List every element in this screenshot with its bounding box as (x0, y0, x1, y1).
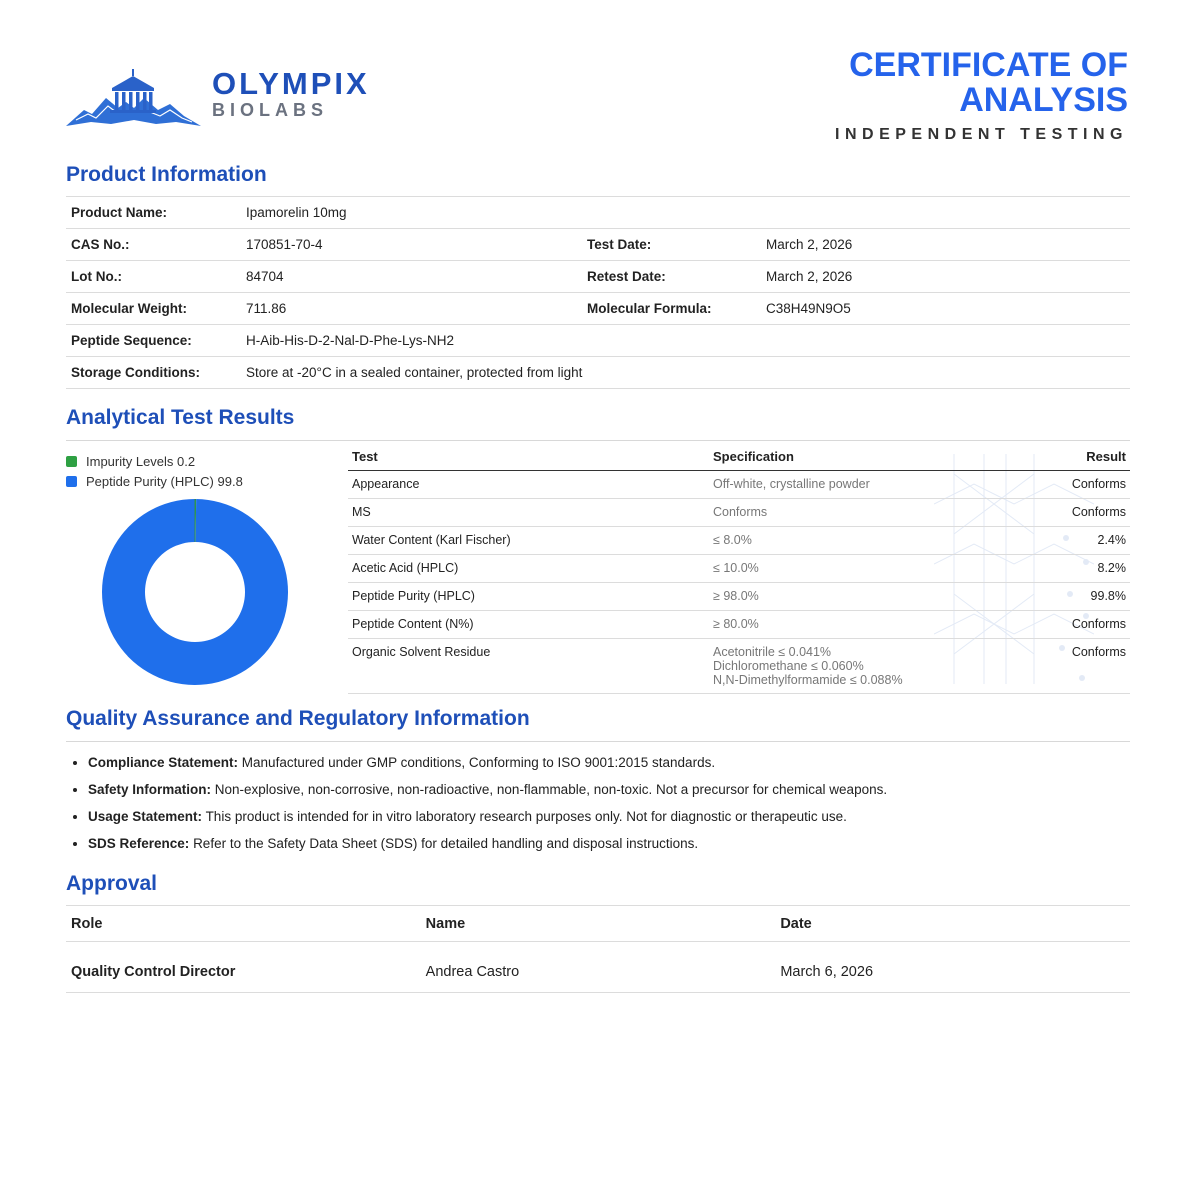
certificate-heading (835, 48, 1128, 144)
retest-date-value: March 2, 2026 (766, 269, 853, 284)
legend-swatch-impurity (66, 456, 77, 467)
table-row (348, 638, 1130, 693)
certificate-page (66, 0, 1130, 980)
list-item (88, 834, 887, 861)
test-specification: ≥ 98.0% (709, 582, 999, 610)
table-row (66, 325, 1130, 357)
table-row (66, 942, 1130, 993)
test-result: Conforms (999, 498, 1130, 526)
molecular-weight-value: 711.86 (246, 301, 287, 316)
product-information-title: Product Information (66, 163, 267, 186)
approval-table (66, 905, 1130, 993)
lot-value: 84704 (246, 269, 284, 284)
test-specification: ≤ 8.0% (709, 526, 999, 554)
test-specification: Conforms (709, 498, 999, 526)
test-specification (709, 638, 999, 693)
legend-swatch-purity (66, 476, 77, 487)
storage-conditions-value: Store at -20°C in a sealed container, protected from light (246, 365, 583, 380)
test-name: Acetic Acid (HPLC) (348, 554, 709, 582)
legend-label-impurity: Impurity Levels 0.2 (86, 453, 196, 469)
table-header-row (348, 443, 1130, 470)
olympix-logo-icon (66, 68, 201, 130)
certificate-title-line1: CERTIFICATE OF (849, 46, 1128, 84)
spec-line: Acetonitrile ≤ 0.041% (713, 644, 832, 659)
storage-conditions-label: Storage Conditions: (71, 365, 200, 380)
column-header-name: Name (425, 915, 466, 932)
molecular-weight-label: Molecular Weight: (71, 301, 188, 316)
molecular-formula-label: Molecular Formula: (587, 301, 712, 316)
approver-name: Andrea Castro (425, 964, 520, 980)
test-result: Conforms (999, 610, 1130, 638)
legend-item-impurity (66, 451, 243, 471)
item-text: This product is intended for in vitro laboratory research purposes only. Not for diagnostic or therapeutic use. (205, 809, 847, 824)
quality-assurance-list (88, 753, 887, 861)
approver-role: Quality Control Director (71, 964, 236, 980)
quality-assurance-title: Quality Assurance and Regulatory Information (66, 707, 530, 730)
peptide-sequence-label: Peptide Sequence: (71, 333, 192, 348)
table-row (66, 293, 1130, 325)
table-row (348, 498, 1130, 526)
table-row (348, 554, 1130, 582)
certificate-title-line2: ANALYSIS (959, 81, 1128, 119)
approval-title: Approval (66, 872, 158, 895)
column-header-date: Date (780, 915, 812, 932)
test-date-label: Test Date: (587, 237, 652, 252)
spec-line: Dichloromethane ≤ 0.060% (713, 658, 864, 673)
test-name: Peptide Purity (HPLC) (348, 582, 709, 610)
test-date-value: March 2, 2026 (766, 237, 853, 252)
product-name-label: Product Name: (71, 205, 168, 220)
spec-line: N,N-Dimethylformamide ≤ 0.088% (713, 672, 903, 687)
test-specification: ≤ 10.0% (709, 554, 999, 582)
item-label: Usage Statement: (88, 809, 203, 824)
purity-donut-chart (102, 499, 288, 685)
approval-date: March 6, 2026 (780, 964, 874, 980)
table-row (348, 610, 1130, 638)
analytical-results-table (348, 443, 1130, 694)
test-name: MS (348, 498, 709, 526)
product-information-table (66, 196, 1130, 389)
column-header-specification: Specification (709, 443, 999, 470)
header (66, 0, 1130, 150)
list-item (88, 807, 887, 834)
table-row (348, 526, 1130, 554)
analytical-results-title: Analytical Test Results (66, 406, 295, 429)
test-name: Peptide Content (N%) (348, 610, 709, 638)
certificate-subtitle: INDEPENDENT TESTING (835, 126, 1128, 143)
cas-label: CAS No.: (71, 237, 130, 252)
test-result: Conforms (999, 470, 1130, 498)
section-divider (66, 741, 1130, 742)
test-specification: Off-white, crystalline powder (709, 470, 999, 498)
item-label: Safety Information: (88, 782, 212, 797)
table-row (66, 197, 1130, 229)
test-result: 2.4% (999, 526, 1130, 554)
item-text: Manufactured under GMP conditions, Conforming to ISO 9001:2015 standards. (241, 755, 716, 770)
test-result: 99.8% (999, 582, 1130, 610)
item-label: SDS Reference: (88, 836, 190, 851)
list-item (88, 753, 887, 780)
test-name: Water Content (Karl Fischer) (348, 526, 709, 554)
cas-value: 170851-70-4 (246, 237, 323, 252)
molecular-formula-value: C38H49N9O5 (766, 301, 851, 316)
column-header-result: Result (999, 443, 1130, 470)
table-header-row (66, 906, 1130, 942)
test-name: Organic Solvent Residue (348, 638, 709, 693)
item-label: Compliance Statement: (88, 755, 239, 770)
brand-subtitle: BIOLABS (212, 100, 328, 120)
table-row (348, 582, 1130, 610)
table-row (348, 470, 1130, 498)
legend-label-purity: Peptide Purity (HPLC) 99.8 (86, 473, 243, 489)
test-specification: ≥ 80.0% (709, 610, 999, 638)
retest-date-label: Retest Date: (587, 269, 666, 284)
section-divider (66, 440, 1130, 441)
test-result: 8.2% (999, 554, 1130, 582)
item-text: Refer to the Safety Data Sheet (SDS) for detailed handling and disposal instructions. (193, 836, 699, 851)
item-text: Non-explosive, non-corrosive, non-radioactive, non-flammable, non-toxic. Not a precursor for chemical weapons. (214, 782, 888, 797)
column-header-test: Test (348, 443, 709, 470)
brand-block (212, 68, 370, 120)
test-name: Appearance (348, 470, 709, 498)
column-header-role: Role (71, 915, 103, 932)
list-item (88, 780, 887, 807)
legend-item-purity (66, 471, 243, 491)
test-result: Conforms (999, 638, 1130, 693)
peptide-sequence-value: H-Aib-His-D-2-Nal-D-Phe-Lys-NH2 (246, 333, 455, 348)
table-row (66, 229, 1130, 261)
product-name-value: Ipamorelin 10mg (246, 205, 347, 220)
table-row (66, 357, 1130, 389)
table-row (66, 261, 1130, 293)
chart-legend (66, 451, 243, 491)
lot-label: Lot No.: (71, 269, 122, 284)
brand-name: OLYMPIX (212, 66, 370, 101)
